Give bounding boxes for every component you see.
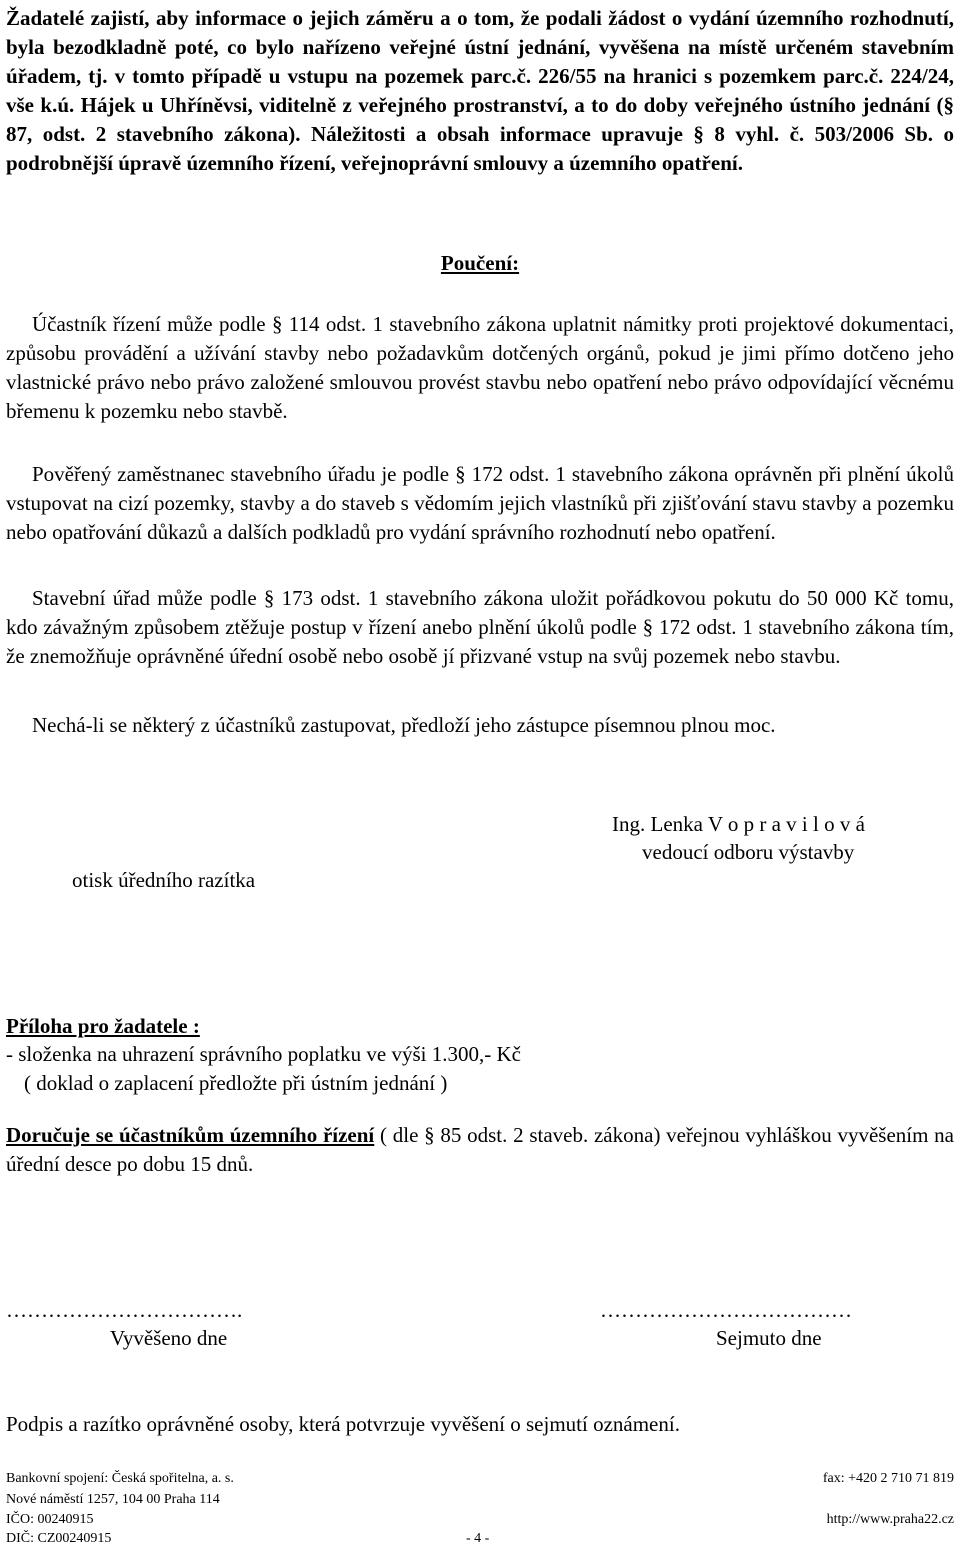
pouceni-heading: Poučení: [440,251,520,275]
footer-dic: DIČ: CZ00240915 [6,1531,112,1546]
page-number: - 4 - [466,1531,490,1546]
delivery-paragraph [6,1121,954,1179]
removed-date-dots: ……………………………… [600,1298,852,1322]
footer-ico: IČO: 00240915 [6,1512,94,1527]
footer-bank: Bankovní spojení: Česká spořitelna, a. s. [6,1471,234,1486]
footer-fax: fax: +420 2 710 71 819 [822,1471,954,1486]
intro-paragraph: Žadatelé zajistí, aby informace o jejich záměru a o tom, že podali žádost o vydání územního rozhodnutí, byla bezodkladně poté, co bylo nařízeno veřejné ústní jednání, vyvěšena na místě určeném stavebním úřadem, tj. v tomto případě u vstupu na pozemek parc.č. 226/55 na hranici s pozemkem parc.č. 224/24, vše k.ú. Hájek u Uhříněvsi, viditelně z veřejného prostranství, a to do doby veřejného ústního jednání (§ 87, odst. 2 stavebního zákona). Náležitosti a obsah informace upravuje § 8 vyhl. č. 503/2006 Sb. o podrobnější úpravě územního řízení, veřejnoprávní smlouvy a územního opatření. [6,6,954,175]
footer-web: http://www.praha22.cz [826,1512,954,1527]
attachment-heading: Příloha pro žadatele : [6,1014,200,1038]
footer-address: Nové náměstí 1257, 104 00 Praha 114 [6,1492,220,1507]
posted-date-label: Vyvěšeno dne [110,1326,228,1350]
pouceni-paragraph-fine: Stavební úřad může podle § 173 odst. 1 stavebního zákona uložit pořádkovou pokutu do 50 000 Kč tomu, kdo závažným způsobem ztěžuje postup v řízení anebo plnění úkolů podle § 172 odst. 1 stavebního zákona tím, že znemožňuje oprávněné úřední osobě nebo osobě jí přizvané vstup na svůj pozemek nebo stavbu. [6,586,954,668]
posted-date-dots: ……………………………. [6,1298,243,1322]
pouceni-paragraph-entry-rights: Pověřený zaměstnanec stavebního úřadu je podle § 172 odst. 1 stavebního zákona oprávněn při plnění úkolů vstupovat na cizí pozemky, stavby a do staveb s vědomím jejich vlastníků při zjišťování stavu stavby a pozemku nebo opatřování důkazů a dalších podkladů pro vydání správního rozhodnutí nebo opatření. [6,462,954,544]
signatory-position: vedoucí odboru výstavby [642,840,855,864]
removed-date-label: Sejmuto dne [716,1326,822,1350]
attachment-line-1: - složenka na uhrazení správního poplatku ve výši 1.300,- Kč [6,1042,521,1066]
pouceni-paragraph-representation: Nechá-li se některý z účastníků zastupovat, předloží jeho zástupce písemnou plnou moc. [32,713,776,737]
delivery-method: ( dle § 85 odst. 2 staveb. zákona) veřejnou vyhláškou vyvěšením na úřední desce po dobu 15 dnů. [6,1123,954,1176]
signatory-name: Ing. Lenka V o p r a v i l o v á [612,812,865,836]
stamp-label: otisk úředního razítka [72,868,256,892]
pouceni-paragraph-objections: Účastník řízení může podle § 114 odst. 1 stavebního zákona uplatnit námitky proti projektové dokumentaci, způsobu provádění a užívání stavby nebo požadavkům dotčených orgánů, pokud je jimi přímo dotčeno jeho vlastnické právo nebo právo založené smlouvou provést stavbu nebo opatření nebo právo odpovídající věcnému břemenu k pozemku nebo stavbě. [6,312,954,423]
attachment-line-2: ( doklad o zaplacení předložte při ústním jednání ) [24,1071,448,1095]
posting-signature-note: Podpis a razítko oprávněné osoby, která potvrzuje vyvěšení o sejmutí oznámení. [6,1412,680,1436]
delivery-recipients: Doručuje se účastníkům územního řízení [6,1123,375,1147]
